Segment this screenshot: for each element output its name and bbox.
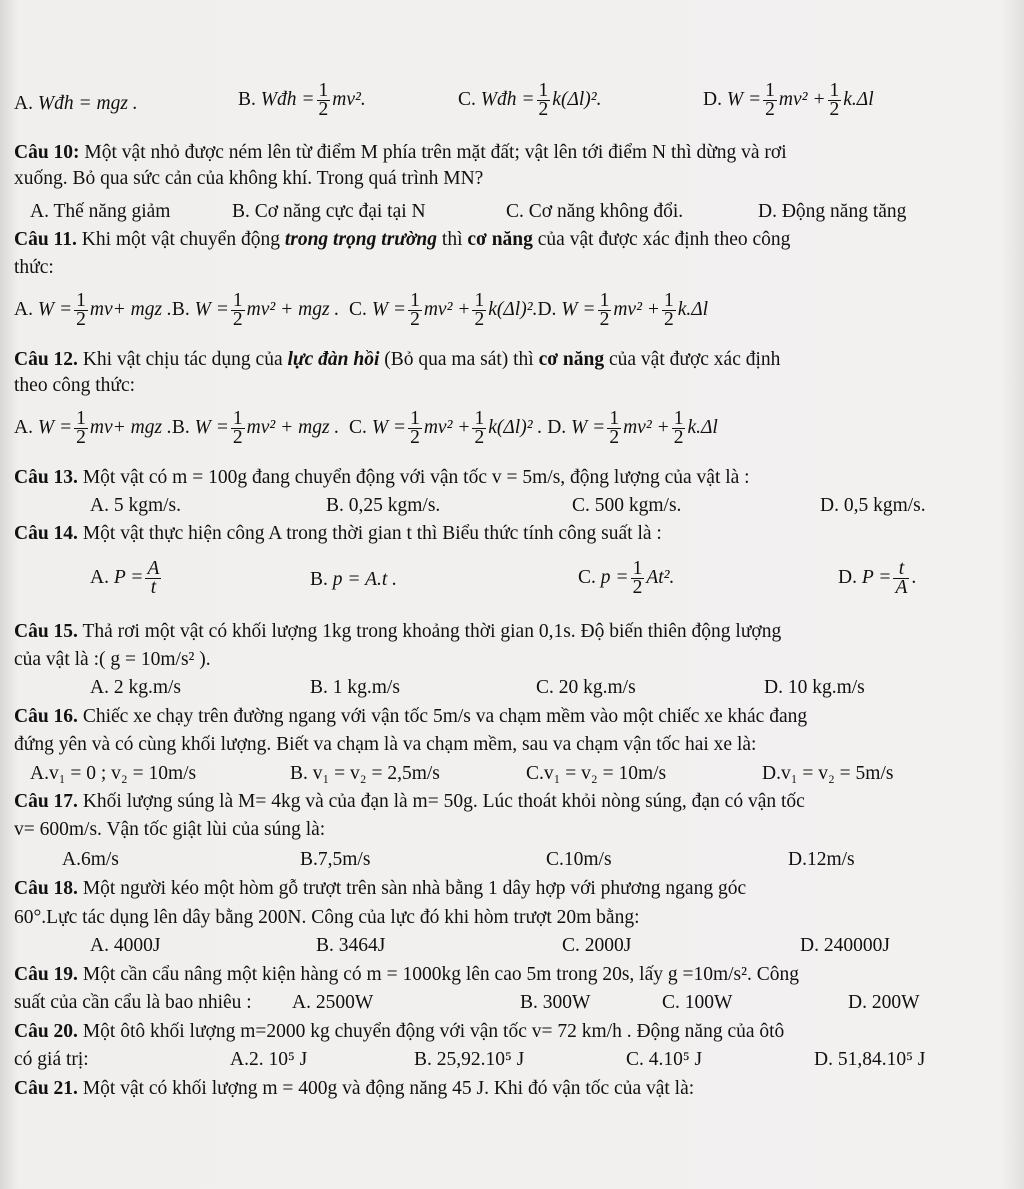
q20-option-d: D. 51,84.10⁵ J (814, 1049, 926, 1070)
q19-option-a: A. 2500W (292, 992, 374, 1013)
q18-option-b: B. 3464J (316, 935, 386, 956)
q13-option-d: D. 0,5 kgm/s. (820, 495, 926, 516)
q20-stem-line2: có giá trị: (14, 1049, 89, 1070)
q14-option-a: A. P = $\frac{A}{t}$ (90, 558, 160, 598)
q9-option-b: B. Wđh = $\frac{1}{2}$ mv². (238, 80, 366, 120)
q12-stem-line2: theo công thức: (14, 375, 136, 396)
q18-option-c: C. 2000J (562, 935, 632, 956)
q15-option-d: D. 10 kg.m/s (764, 677, 865, 698)
q11-stem-line2: thức: (14, 257, 54, 278)
q19-stem-line1: Câu 19. Một cần cẩu nâng một kiện hàng có m = 1000kg lên cao 5m trong 20s, lấy g =10m/s². Công (14, 964, 799, 985)
q16-option-a: A.v₁ = 0 ; v₂ = 10m/s (30, 763, 197, 784)
q15-stem-line2: của vật là :( g = 10m/s² ). (14, 649, 211, 670)
q17-stem-line1: Câu 17. Khối lượng súng là M= 4kg và của đạn là m= 50g. Lúc thoát khỏi nòng súng, đạn có vận tốc (14, 791, 805, 812)
q15-stem-line1: Câu 15. Thả rơi một vật có khối lượng 1kg trong khoảng thời gian 0,1s. Độ biến thiên động lượng (14, 621, 782, 642)
q14-stem: Câu 14. Một vật thực hiện công A trong thời gian t thì Biểu thức tính công suất là : (14, 523, 662, 544)
q11-options: A. W = $\frac{1}{2}$ mv+ mgz .B. W = $\frac{1}{2}$ mv² + mgz . C. W = $\frac{1}{2}$ mv² + $\frac{1}{2}$ k(Δl)².D. W = $\frac{1}{2}$ mv² + $\frac{1}{2}$ k.Δl (14, 290, 709, 330)
q15-option-c: C. 20 kg.m/s (536, 677, 636, 698)
q16-stem-line1: Câu 16. Chiếc xe chạy trên đường ngang với vận tốc 5m/s va chạm mềm vào một chiếc xe khác đang (14, 706, 808, 727)
q9-option-d: D. W = $\frac{1}{2}$ mv² + $\frac{1}{2}$ k.Δl (703, 80, 874, 120)
q17-stem-line2: v= 600m/s. Vận tốc giật lùi của súng là: (14, 819, 326, 840)
q16-option-c: C.v₁ = v₂ = 10m/s (526, 763, 667, 784)
q17-option-d: D.12m/s (788, 849, 855, 870)
q20-option-a: A.2. 10⁵ J (230, 1049, 308, 1070)
q13-option-b: B. 0,25 kgm/s. (326, 495, 441, 516)
q14-option-d: D. P = $\frac{t}{A}$ . (838, 558, 917, 598)
q19-option-c: C. 100W (662, 992, 733, 1013)
q11-stem-line1: Câu 11. Khi một vật chuyển động trong trọng trường thì cơ năng của vật được xác định theo công (14, 229, 791, 250)
q14-option-b: B. p = A.t . (310, 569, 398, 590)
blank-bottom-area (0, 1110, 1024, 1189)
q10-option-d: D. Động năng tăng (758, 201, 907, 222)
q20-stem-line1: Câu 20. Một ôtô khối lượng m=2000 kg chuyển động với vận tốc v= 72 km/h . Động năng của ôtô (14, 1021, 785, 1042)
q17-option-b: B.7,5m/s (300, 849, 371, 870)
q18-option-a: A. 4000J (90, 935, 161, 956)
q15-option-a: A. 2 kg.m/s (90, 677, 182, 698)
q10-option-c: C. Cơ năng không đổi. (506, 201, 684, 222)
q18-option-d: D. 240000J (800, 935, 890, 956)
q14-option-c: C. p = $\frac{1}{2}$ At². (578, 558, 675, 598)
q18-stem-line1: Câu 18. Một người kéo một hòm gỗ trượt trên sàn nhà bằng 1 dây hợp với phương ngang góc (14, 878, 747, 899)
q18-stem-line2: 60°.Lực tác dụng lên dây bằng 200N. Công của lực đó khi hòm trượt 20m bằng: (14, 907, 640, 928)
q10-stem-line2: xuống. Bỏ qua sức cản của không khí. Trong quá trình MN? (14, 168, 484, 189)
q16-option-b: B. v₁ = v₂ = 2,5m/s (290, 763, 440, 784)
q12-options: A. W = $\frac{1}{2}$ mv+ mgz .B. W = $\frac{1}{2}$ mv² + mgz . C. W = $\frac{1}{2}$ mv² + $\frac{1}{2}$ k(Δl)² . D. W = $\frac{1}{2}$ mv² + $\frac{1}{2}$ k.Δl (14, 408, 718, 448)
q16-stem-line2: đứng yên và có cùng khối lượng. Biết va chạm là va chạm mềm, sau va chạm vận tốc hai xe là: (14, 734, 757, 755)
q16-option-d: D.v₁ = v₂ = 5m/s (762, 763, 894, 784)
q9-option-c: C. Wđh = $\frac{1}{2}$ k(Δl)². (458, 80, 602, 120)
q19-stem-line2: suất của cần cẩu là bao nhiêu : (14, 992, 252, 1013)
q21-stem: Câu 21. Một vật có khối lượng m = 400g và động năng 45 J. Khi đó vận tốc của vật là: (14, 1078, 695, 1099)
q12-stem-line1: Câu 12. Khi vật chịu tác dụng của lực đàn hồi (Bỏ qua ma sát) thì cơ năng của vật được xác định (14, 349, 781, 370)
q13-option-c: C. 500 kgm/s. (572, 495, 682, 516)
q10-option-b: B. Cơ năng cực đại tại N (232, 201, 426, 222)
q15-option-b: B. 1 kg.m/s (310, 677, 400, 698)
q10-option-a: A. Thế năng giảm (30, 201, 171, 222)
q13-stem: Câu 13. Một vật có m = 100g đang chuyển động với vận tốc v = 5m/s, động lượng của vật là : (14, 467, 750, 488)
q17-option-c: C.10m/s (546, 849, 612, 870)
q17-option-a: A.6m/s (62, 849, 119, 870)
q20-option-b: B. 25,92.10⁵ J (414, 1049, 525, 1070)
q13-option-a: A. 5 kgm/s. (90, 495, 182, 516)
q20-option-c: C. 4.10⁵ J (626, 1049, 703, 1070)
q19-option-b: B. 300W (520, 992, 591, 1013)
q19-option-d: D. 200W (848, 992, 920, 1013)
q9-option-a: A. Wđh = mgz . (14, 93, 138, 114)
q10-stem-line1: Câu 10: Một vật nhỏ được ném lên từ điểm M phía trên mặt đất; vật lên tới điểm N thì dừng và rơi (14, 142, 787, 163)
